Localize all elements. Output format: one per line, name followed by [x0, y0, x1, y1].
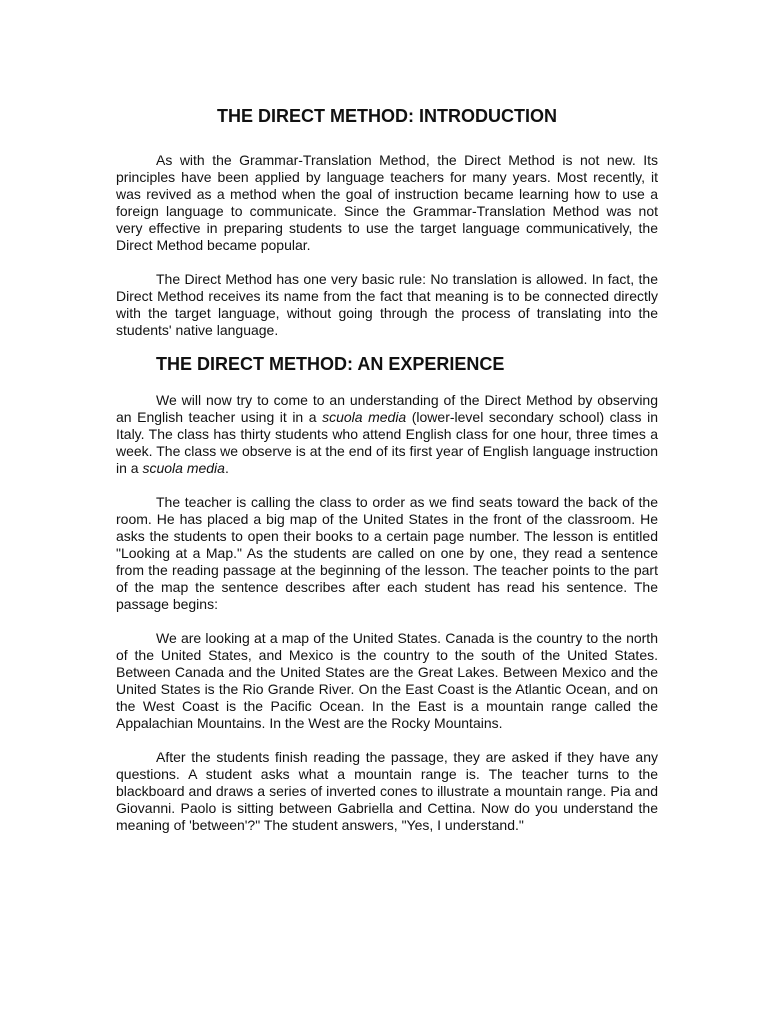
experience-p1-text-b: (lower-level secondary school) class in Italy. The class has thirty students who attend English class for one hour, three times a week. The class we observe is at the end of its first year of English language instruction in a — [116, 409, 658, 476]
intro-paragraph-1: As with the Grammar-Translation Method, the Direct Method is not new. Its principles have been applied by language teachers for many years. Most recently, it was revived as a method when the goal of instruction became learning how to use a foreign language to communicate. Since the Grammar-Translation Method was not very effective in preparing students to use the target language communicatively, the Direct Method became popular. — [116, 152, 658, 253]
intro-paragraph-2: The Direct Method has one very basic rule: No translation is allowed. In fact, the Direct Method receives its name from the fact that meaning is to be connected directly with the target language, without going through the process of translating into the students' native language. — [116, 271, 658, 338]
experience-p1-text-a: We will now try to come to an understanding of the Direct Method by observing an English teacher using it in a — [116, 392, 658, 425]
document-page — [116, 104, 658, 851]
experience-p1-text-c: . — [224, 460, 229, 476]
document-title: THE DIRECT METHOD: INTRODUCTION — [217, 106, 557, 126]
experience-p1-italic-a: scuola media — [322, 409, 407, 425]
section-heading-experience: THE DIRECT METHOD: AN EXPERIENCE — [156, 354, 505, 374]
experience-paragraph-3: We are looking at a map of the United States. Canada is the country to the north of the United States, and Mexico is the country to the south of the United States. Between Canada and the United States are the Great Lakes. Between Mexico and the United States is the Rio Grande River. On the East Coast is the Atlantic Ocean, and on the West Coast is the Pacific Ocean. In the East is a mountain range called the Appalachian Mountains. In the West are the Rocky Mountains. — [116, 630, 658, 731]
experience-paragraph-1 — [116, 392, 658, 477]
experience-paragraph-4: After the students finish reading the passage, they are asked if they have any questions. A student asks what a mountain range is. The teacher turns to the blackboard and draws a series of inverted cones to illustrate a mountain range. Pia and Giovanni. Paolo is sitting between Gabriella and Cettina. Now do you understand the meaning of 'between'?" The student answers, "Yes, I understand." — [116, 749, 658, 833]
experience-paragraph-2: The teacher is calling the class to order as we find seats toward the back of the room. He has placed a big map of the United States in the front of the classroom. He asks the students to open their books to a certain page number. The lesson is entitled "Looking at a Map." As the students are called on one by one, they read a sentence from the reading passage at the beginning of the lesson. The teacher points to the part of the map the sentence describes after each student has read his sentence. The passage begins: — [116, 494, 658, 612]
experience-p1-italic-b: scuola media — [142, 460, 225, 476]
